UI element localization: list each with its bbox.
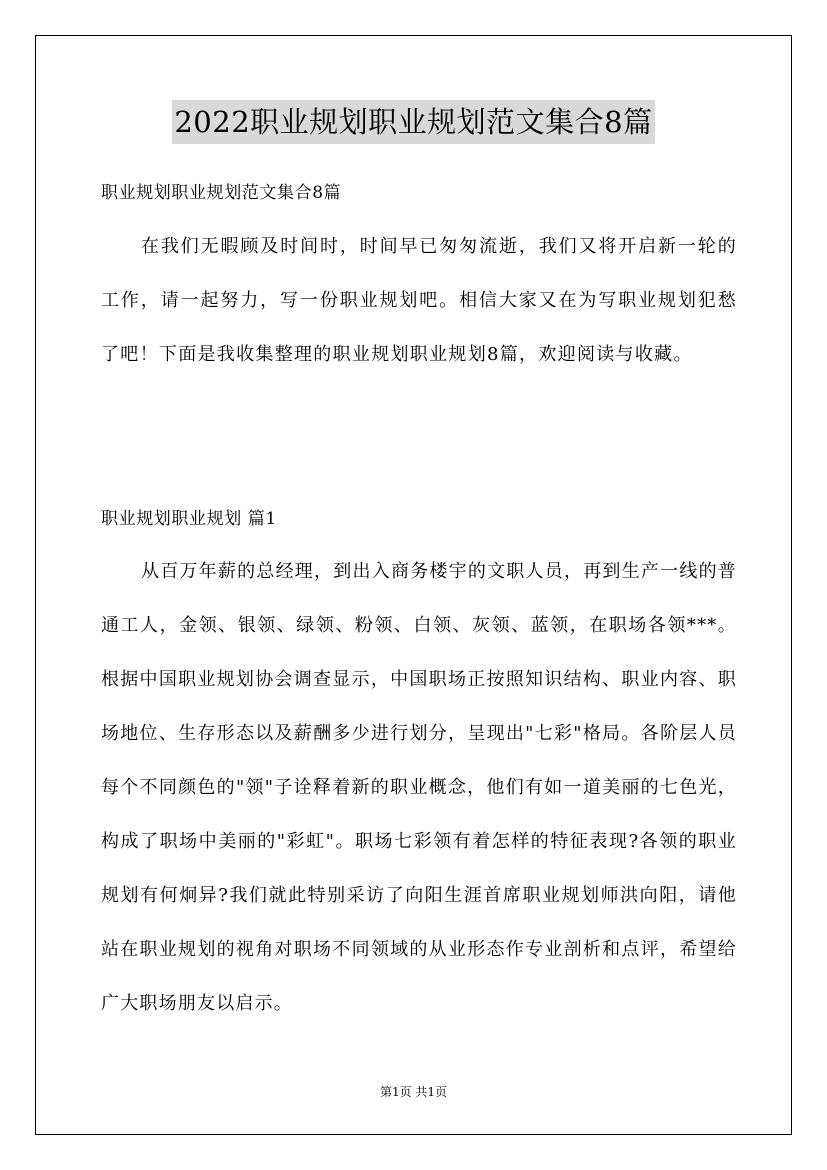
section-heading: 职业规划职业规划 篇1 xyxy=(101,509,277,529)
document-subtitle: 职业规划职业规划范文集合8篇 xyxy=(101,183,342,203)
document-title: 2022职业规划职业规划范文集合8篇 xyxy=(172,100,654,144)
intro-paragraph: 在我们无暇顾及时间时，时间早已匆匆流逝，我们又将开启新一轮的工作，请一起努力，写一份职业规划吧。相信大家又在为写职业规划犯愁了吧！下面是我收集整理的职业规划职业规划8篇，欢迎阅读与收藏。 xyxy=(101,236,737,365)
page-footer: 第1页 共1页 xyxy=(379,1085,448,1099)
section-paragraph: 从百万年薪的总经理，到出入商务楼宇的文职人员，再到生产一线的普通工人，金领、银领、绿领、粉领、白领、灰领、蓝领，在职场各领***。根据中国职业规划协会调查显示，中国职场正按照知识结构、职业内容、职场地位、生存形态以及薪酬多少进行划分，呈现出"七彩"格局。各阶层人员每个不同颜色的"领"子诠释着新的职业概念，他们有如一道美丽的七色光，构成了职场中美丽的"彩虹"。职场七彩领有着怎样的特征表现?各领的职业规划有何炯异?我们就此特别采访了向阳生涯首席职业规划师洪向阳，请他站在职业规划的视角对职场不同领域的从业形态作专业剖析和点评，希望给广大职场朋友以启示。 xyxy=(101,561,737,1014)
title-container xyxy=(0,100,827,144)
